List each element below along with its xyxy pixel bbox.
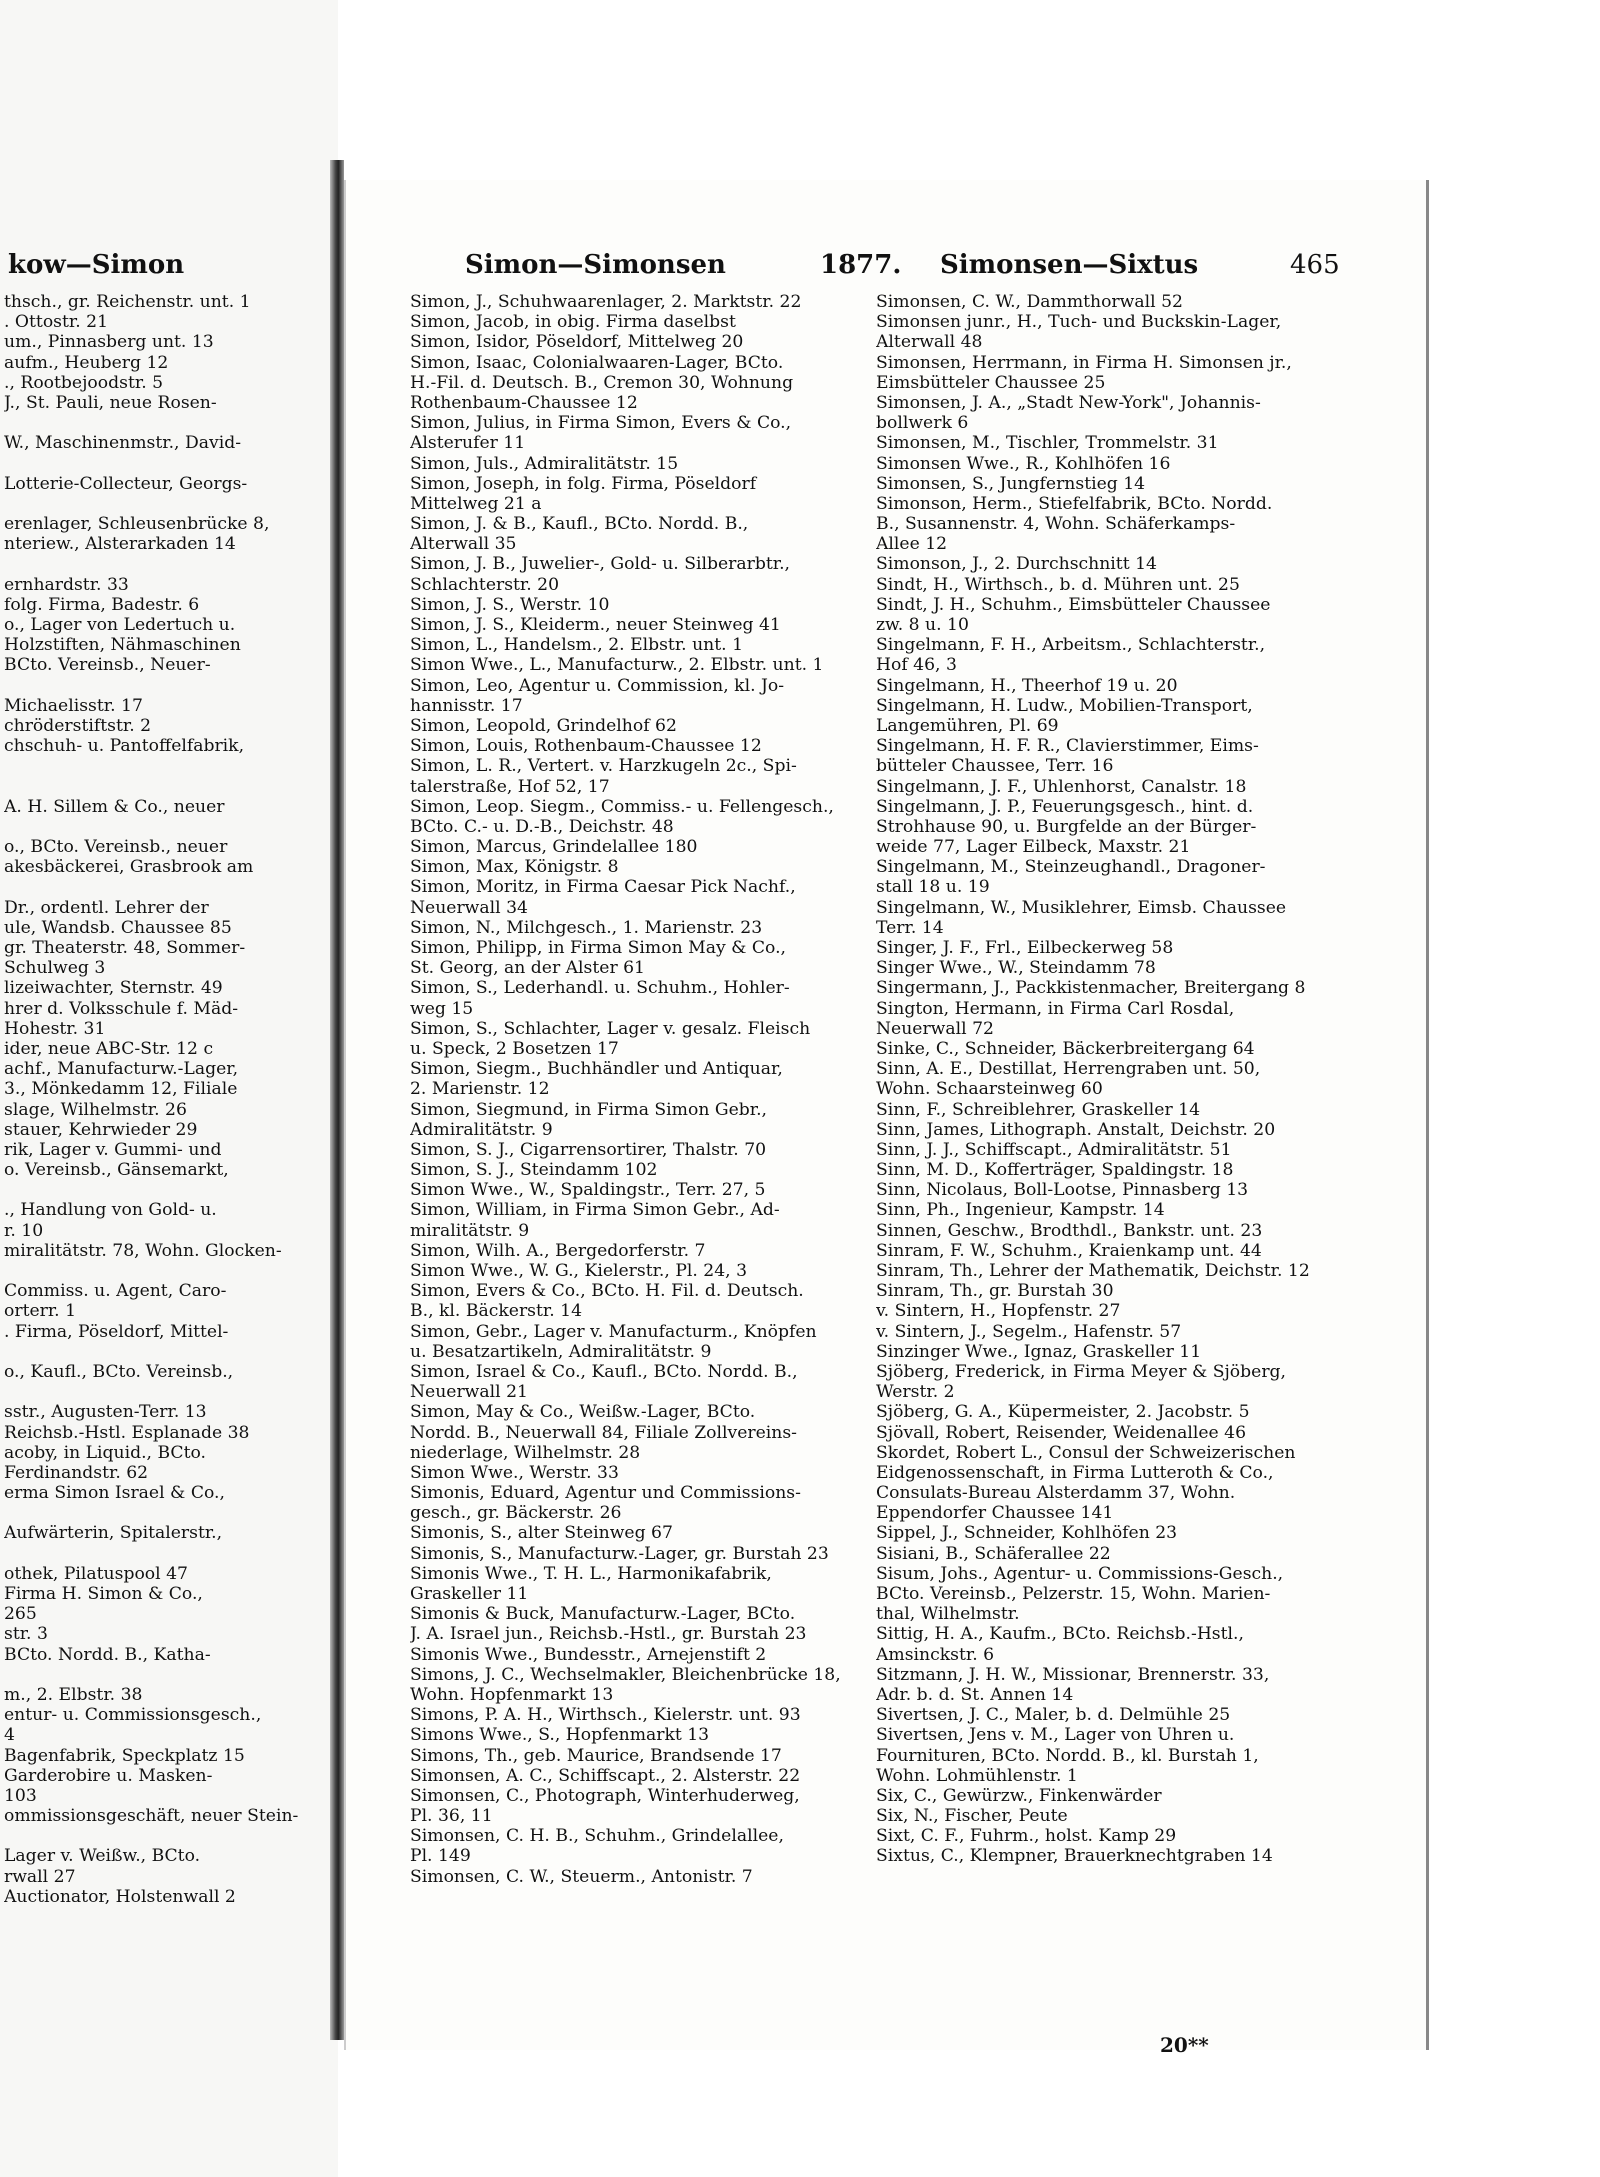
directory-entry-line: J., St. Pauli, neue Rosen- <box>4 392 217 413</box>
directory-entry-line: ., Rootbejoodstr. 5 <box>4 372 164 393</box>
directory-entry-line: Simon, Evers & Co., BCto. H. Fil. d. Deutsch. <box>410 1281 804 1302</box>
directory-entry-line: Singelmann, H. Ludw., Mobilien-Transport, <box>876 695 1253 716</box>
directory-entry-line: Simonsen, A. C., Schiffscapt., 2. Alsterstr. 22 <box>410 1765 801 1786</box>
directory-entry-line: u. Besatzartikeln, Admiralitätstr. 9 <box>410 1341 712 1362</box>
directory-entry-line: Neuerwall 21 <box>410 1382 528 1403</box>
directory-entry-line: Neuerwall 72 <box>876 1018 994 1039</box>
directory-entry-line: Simon Wwe., L., Manufacturw., 2. Elbstr. unt. 1 <box>410 655 824 676</box>
directory-entry-line: Simonis, S., alter Steinweg 67 <box>410 1523 673 1544</box>
directory-entry-line: Sinn, A. E., Destillat, Herrengraben unt. 50, <box>876 1059 1261 1080</box>
directory-entry-line: Sington, Hermann, in Firma Carl Rosdal, <box>876 998 1235 1019</box>
directory-entry-line: Simon, Max, Königstr. 8 <box>410 857 619 878</box>
directory-entry-line: ommissionsgeschäft, neuer Stein- <box>4 1806 299 1827</box>
directory-entry-line <box>4 413 334 433</box>
directory-entry-line: Sittig, H. A., Kaufm., BCto. Reichsb.-Hstl., <box>876 1624 1244 1645</box>
directory-entry-line: Eimsbütteler Chaussee 25 <box>876 372 1106 393</box>
directory-entry-line: o., Lager von Ledertuch u. <box>4 615 236 635</box>
directory-entry-line: Six, C., Gewürzw., Finkenwärder <box>876 1785 1162 1806</box>
directory-entry-line: Simon, S. J., Cigarrensortirer, Thalstr. 70 <box>410 1139 767 1160</box>
directory-entry-line: Simon, Juls., Admiralitätstr. 15 <box>410 453 679 474</box>
directory-entry-line: Neuerwall 34 <box>410 897 528 918</box>
directory-entry-line: Hof 46, 3 <box>876 655 957 676</box>
directory-entry-line: Sinn, F., Schreiblehrer, Graskeller 14 <box>876 1099 1201 1120</box>
directory-entry-line: miralitätstr. 78, Wohn. Glocken- <box>4 1240 282 1261</box>
directory-entry-line: Rothenbaum-Chaussee 12 <box>410 392 638 413</box>
directory-entry-line: Sivertsen, J. C., Maler, b. d. Delmühle 25 <box>876 1705 1231 1726</box>
directory-entry-line: Amsinckstr. 6 <box>876 1644 995 1665</box>
directory-entry-line: Sippel, J., Schneider, Kohlhöfen 23 <box>876 1523 1178 1544</box>
directory-entry-line: Sitzmann, J. H. W., Missionar, Brennerstr. 33, <box>876 1664 1270 1685</box>
directory-entry-line: o. Vereinsb., Gänsemarkt, <box>4 1160 229 1181</box>
directory-entry-line <box>4 1544 334 1564</box>
directory-entry-line: Ferdinandstr. 62 <box>4 1462 149 1483</box>
directory-entry-line: Simonis & Buck, Manufacturw.-Lager, BCto. <box>410 1604 796 1625</box>
directory-entry-line: Holzstiften, Nähmaschinen <box>4 635 241 656</box>
directory-entry-line: Simon, Leopold, Grindelhof 62 <box>410 715 677 736</box>
directory-entry-line: Sinn, Nicolaus, Boll-Lootse, Pinnasberg 13 <box>876 1180 1249 1201</box>
directory-entry-line: r. 10 <box>4 1220 44 1241</box>
directory-entry-line: Simon, Julius, in Firma Simon, Evers & Co., <box>410 413 792 434</box>
directory-entry-line: J. A. Israel jun., Reichsb.-Hstl., gr. Burstah 23 <box>410 1624 807 1645</box>
directory-entry-line: A. H. Sillem & Co., neuer <box>4 796 225 817</box>
directory-entry-line: Sixtus, C., Klempner, Brauerknechtgraben 14 <box>876 1846 1273 1867</box>
directory-entry-line: Sinram, Th., gr. Burstah 30 <box>876 1281 1114 1302</box>
page-number: 465 <box>1290 250 1340 280</box>
directory-entry-line: Terr. 14 <box>876 917 944 938</box>
directory-entry-line: Sindt, H., Wirthsch., b. d. Mühren unt. 25 <box>876 574 1240 595</box>
directory-entry-line: Dr., ordentl. Lehrer der <box>4 897 209 918</box>
directory-entry-line: Fournituren, BCto. Nordd. B., kl. Burstah 1, <box>876 1745 1259 1766</box>
directory-entry-line: Alterwall 48 <box>876 332 983 353</box>
directory-entry-line: Simonsen Wwe., R., Kohlhöfen 16 <box>876 453 1171 474</box>
directory-entry-line: Simon, Philipp, in Firma Simon May & Co., <box>410 938 787 958</box>
directory-entry-line: acoby, in Liquid., BCto. <box>4 1442 206 1463</box>
directory-entry-line: Pl. 36, 11 <box>410 1806 493 1827</box>
directory-entry-line: Schulweg 3 <box>4 958 106 979</box>
directory-entry-line: Simon, N., Milchgesch., 1. Marienstr. 23 <box>410 917 763 938</box>
signature-mark: 20** <box>1160 2033 1209 2057</box>
directory-column-left <box>410 292 870 1887</box>
directory-entry-line: Simon, Isaac, Colonialwaaren-Lager, BCto. <box>410 352 784 373</box>
directory-entry-line <box>4 1261 334 1281</box>
directory-entry-line <box>4 777 334 797</box>
book-gutter <box>330 160 344 2040</box>
directory-entry-line: v. Sintern, H., Hopfenstr. 27 <box>876 1301 1121 1322</box>
directory-entry-line: Sinn, M. D., Kofferträger, Spaldingstr. 18 <box>876 1160 1234 1181</box>
directory-entry-line: Sinke, C., Schneider, Bäckerbreitergang 64 <box>876 1038 1255 1059</box>
directory-entry-line: Eidgenossenschaft, in Firma Lutteroth & Co., <box>876 1462 1274 1483</box>
directory-entry-line: Simonsen, C. W., Steuerm., Antonistr. 7 <box>410 1866 753 1887</box>
directory-entry-line: Sindt, J. H., Schuhm., Eimsbütteler Chaussee <box>876 594 1271 615</box>
directory-entry-line: Simon, Joseph, in folg. Firma, Pöseldorf <box>410 473 757 494</box>
directory-entry-line: Simon, J. B., Juwelier-, Gold- u. Silberarbtr., <box>410 554 791 575</box>
directory-entry-line: Simonson, Herm., Stiefelfabrik, BCto. Nordd. <box>876 493 1273 514</box>
directory-entry-line: Sjövall, Robert, Reisender, Weidenallee 46 <box>876 1422 1247 1443</box>
directory-entry-line: H.-Fil. d. Deutsch. B., Cremon 30, Wohnung <box>410 372 794 393</box>
directory-entry-line: Simonis, S., Manufacturw.-Lager, gr. Burstah 23 <box>410 1543 829 1564</box>
directory-entry-line: Sinram, Th., Lehrer der Mathematik, Deichstr. 12 <box>876 1261 1310 1281</box>
directory-entry-line: Simonsen, S., Jungfernstieg 14 <box>876 473 1146 494</box>
directory-entry-line: bollwerk 6 <box>876 413 969 434</box>
directory-entry-line: Simons, Th., geb. Maurice, Brandsende 17 <box>410 1745 782 1766</box>
directory-entry-line: othek, Pilatuspool 47 <box>4 1563 188 1584</box>
directory-entry-line: Reichsb.-Hstl. Esplanade 38 <box>4 1422 250 1443</box>
directory-entry-line: Bagenfabrik, Speckplatz 15 <box>4 1745 245 1766</box>
directory-entry-line: Simonis Wwe., Bundesstr., Arnejenstift 2 <box>410 1644 767 1665</box>
directory-entry-line: lizeiwachter, Sternstr. 49 <box>4 978 223 999</box>
directory-entry-line: Simonsen, M., Tischler, Trommelstr. 31 <box>876 433 1219 454</box>
directory-entry-line: entur- u. Commissionsgesch., <box>4 1705 262 1726</box>
directory-entry-line: Simons, J. C., Wechselmakler, Bleichenbrücke 18, <box>410 1664 841 1685</box>
directory-entry-line: Simon, Jacob, in obig. Firma daselbst <box>410 312 736 333</box>
directory-entry-line: thal, Wilhelmstr. <box>876 1604 1020 1625</box>
directory-entry-line: Adr. b. d. St. Annen 14 <box>876 1684 1074 1705</box>
directory-entry-line: Sivertsen, Jens v. M., Lager von Uhren u. <box>876 1725 1235 1746</box>
directory-entry-line: Simon Wwe., Werstr. 33 <box>410 1462 619 1483</box>
directory-entry-line: Simon, J., Schuhwaarenlager, 2. Marktstr. 22 <box>410 292 802 312</box>
directory-entry-line: erenlager, Schleusenbrücke 8, <box>4 514 270 535</box>
directory-entry-line: v. Sintern, J., Segelm., Hafenstr. 57 <box>876 1321 1182 1342</box>
directory-entry-line <box>4 817 334 837</box>
directory-entry-line: Simon, S., Lederhandl. u. Schuhm., Hohler- <box>410 978 790 999</box>
directory-entry-line: chschuh- u. Pantoffelfabrik, <box>4 736 245 757</box>
directory-entry-line: W., Maschinenmstr., David- <box>4 433 242 454</box>
directory-entry-line: . Firma, Pöseldorf, Mittel- <box>4 1321 229 1342</box>
directory-entry-line: Wohn. Schaarsteinweg 60 <box>876 1079 1103 1100</box>
directory-entry-line <box>4 1382 334 1402</box>
directory-entry-line: folg. Firma, Badestr. 6 <box>4 594 200 615</box>
directory-entry-line: Sinn, Ph., Ingenieur, Kampstr. 14 <box>876 1200 1165 1221</box>
directory-entry-line: ule, Wandsb. Chaussee 85 <box>4 917 232 938</box>
directory-entry-line: Simon, William, in Firma Simon Gebr., Ad- <box>410 1200 780 1221</box>
directory-entry-line: Sinn, James, Lithograph. Anstalt, Deichstr. 20 <box>876 1119 1276 1140</box>
directory-entry-line: Mittelweg 21 a <box>410 493 542 514</box>
directory-entry-line: Simon, Siegmund, in Firma Simon Gebr., <box>410 1099 768 1120</box>
directory-entry-line: um., Pinnasberg unt. 13 <box>4 332 214 353</box>
directory-entry-line: Simon, J. & B., Kaufl., BCto. Nordd. B., <box>410 514 749 535</box>
directory-entry-line: Pl. 149 <box>410 1846 471 1867</box>
left-page <box>0 0 338 2177</box>
directory-entry-line: thsch., gr. Reichenstr. unt. 1 <box>4 292 251 312</box>
directory-entry-line: Wohn. Hopfenmarkt 13 <box>410 1684 614 1705</box>
directory-entry-line: rwall 27 <box>4 1866 76 1887</box>
directory-entry-line: Simon, L. R., Vertert. v. Harzkugeln 2c., Spi- <box>410 756 797 777</box>
directory-entry-line: Singelmann, H. F. R., Clavierstimmer, Eims- <box>876 736 1259 757</box>
directory-entry-line: Commiss. u. Agent, Caro- <box>4 1281 227 1302</box>
directory-entry-line: Simon, Gebr., Lager v. Manufacturm., Knöpfen <box>410 1321 817 1342</box>
directory-entry-line: Strohhause 90, u. Burgfelde an der Bürger- <box>876 816 1257 837</box>
left-page-column <box>4 292 334 1907</box>
directory-entry-line: Werstr. 2 <box>876 1382 955 1403</box>
directory-entry-line: Simon, L., Handelsm., 2. Elbstr. unt. 1 <box>410 635 743 656</box>
directory-entry-line <box>4 454 334 474</box>
directory-entry-line: Langemühren, Pl. 69 <box>876 715 1059 736</box>
directory-entry-line: akesbäckerei, Grasbrook am <box>4 857 254 878</box>
directory-entry-line: Firma H. Simon & Co., <box>4 1584 203 1604</box>
directory-entry-line: orterr. 1 <box>4 1301 77 1322</box>
directory-entry-line: B., Susannenstr. 4, Wohn. Schäferkamps- <box>876 514 1236 535</box>
directory-entry-line <box>4 1665 334 1685</box>
directory-entry-line: Singermann, J., Packkistenmacher, Breitergang 8 <box>876 978 1306 999</box>
directory-entry-line: Simon, Louis, Rothenbaum-Chaussee 12 <box>410 736 762 757</box>
directory-entry-line: zw. 8 u. 10 <box>876 615 969 635</box>
directory-entry-line: Simon, May & Co., Weißw.-Lager, BCto. <box>410 1402 756 1423</box>
directory-entry-line: Aufwärterin, Spitalerstr., <box>4 1523 223 1544</box>
directory-entry-line: weide 77, Lager Eilbeck, Maxstr. 21 <box>876 837 1191 858</box>
directory-entry-line: Simons Wwe., S., Hopfenmarkt 13 <box>410 1725 710 1746</box>
directory-entry-line: Skordet, Robert L., Consul der Schweizerischen <box>876 1442 1296 1463</box>
directory-entry-line: stauer, Kehrwieder 29 <box>4 1119 198 1140</box>
directory-entry-line: str. 3 <box>4 1624 48 1645</box>
directory-column-right <box>876 292 1331 1867</box>
running-head-right: Simonsen—Sixtus <box>940 250 1199 280</box>
directory-entry-line: Sinzinger Wwe., Ignaz, Graskeller 11 <box>876 1341 1202 1362</box>
directory-entry-line: rik, Lager v. Gummi- und <box>4 1139 222 1160</box>
directory-entry-line: hannisstr. 17 <box>410 695 523 716</box>
directory-entry-line: Simon, Marcus, Grindelallee 180 <box>410 837 698 858</box>
directory-entry-line: gesch., gr. Bäckerstr. 26 <box>410 1503 622 1524</box>
directory-entry-line: Sixt, C. F., Fuhrm., holst. Kamp 29 <box>876 1826 1177 1847</box>
directory-entry-line: Singelmann, J. F., Uhlenhorst, Canalstr. 18 <box>876 776 1247 797</box>
directory-entry-line: Simonson, J., 2. Durchschnitt 14 <box>876 554 1157 575</box>
directory-entry-line: Simonsen, C., Photograph, Winterhuderweg, <box>410 1785 800 1806</box>
left-page-header: kow—Simon <box>8 250 185 280</box>
directory-entry-line: gr. Theaterstr. 48, Sommer- <box>4 938 246 958</box>
directory-entry-line: Simon, Israel & Co., Kaufl., BCto. Nordd. B., <box>410 1361 798 1382</box>
directory-entry-line: slage, Wilhelmstr. 26 <box>4 1099 187 1120</box>
directory-entry-line: Simonsen, C. H. B., Schuhm., Grindelallee, <box>410 1826 784 1847</box>
directory-entry-line: Admiralitätstr. 9 <box>410 1119 553 1140</box>
directory-entry-line: Graskeller 11 <box>410 1584 529 1604</box>
directory-entry-line: m., 2. Elbstr. 38 <box>4 1684 143 1705</box>
directory-entry-line: talerstraße, Hof 52, 17 <box>410 776 610 797</box>
directory-entry-line: . Ottostr. 21 <box>4 312 109 333</box>
directory-entry-line: Simonsen, C. W., Dammthorwall 52 <box>876 292 1183 312</box>
directory-entry-line: Eppendorfer Chaussee 141 <box>876 1503 1114 1524</box>
directory-entry-line: bütteler Chaussee, Terr. 16 <box>876 756 1114 777</box>
directory-entry-line: Sinn, J. J., Schiffscapt., Admiralitätstr. 51 <box>876 1139 1232 1160</box>
directory-entry-line: ider, neue ABC-Str. 12 c <box>4 1038 214 1059</box>
directory-entry-line: stall 18 u. 19 <box>876 877 990 898</box>
directory-entry-line: BCto. Nordd. B., Katha- <box>4 1644 211 1665</box>
directory-entry-line: Nordd. B., Neuerwall 84, Filiale Zollvereins- <box>410 1422 797 1443</box>
directory-entry-line <box>4 1180 334 1200</box>
directory-entry-line: ., Handlung von Gold- u. <box>4 1200 217 1221</box>
directory-entry-line: sstr., Augusten-Terr. 13 <box>4 1402 207 1423</box>
directory-entry-line: BCto. Vereinsb., Pelzerstr. 15, Wohn. Marien- <box>876 1584 1271 1604</box>
directory-entry-line: Alsterufer 11 <box>410 433 526 454</box>
directory-entry-line <box>4 554 334 574</box>
directory-entry-line: Simonsen junr., H., Tuch- und Buckskin-Lager, <box>876 312 1282 333</box>
directory-entry-line: chröderstiftstr. 2 <box>4 715 152 736</box>
directory-entry-line: Consulats-Bureau Alsterdamm 37, Wohn. <box>876 1483 1236 1504</box>
directory-entry-line: Simonsen, J. A., „Stadt New-York", Johannis- <box>876 392 1261 413</box>
directory-entry-line: Singelmann, F. H., Arbeitsm., Schlachterstr., <box>876 635 1266 656</box>
directory-entry-line: 3., Mönkedamm 12, Filiale <box>4 1079 238 1100</box>
directory-entry-line: Simon, Wilh. A., Bergedorferstr. 7 <box>410 1240 706 1261</box>
directory-entry-line: St. Georg, an der Alster 61 <box>410 958 645 979</box>
directory-entry-line: achf., Manufacturw.-Lager, <box>4 1059 239 1080</box>
directory-entry-line: Simon, Isidor, Pöseldorf, Mittelweg 20 <box>410 332 744 353</box>
directory-entry-line: Simons, P. A. H., Wirthsch., Kielerstr. unt. 93 <box>410 1705 801 1726</box>
directory-entry-line: Auctionator, Holstenwall 2 <box>4 1886 236 1907</box>
directory-entry-line: Simonis, Eduard, Agentur und Commissions- <box>410 1483 801 1504</box>
directory-entry-line: Sinnen, Geschw., Brodthdl., Bankstr. unt. 23 <box>876 1220 1263 1241</box>
directory-entry-line: Alterwall 35 <box>410 534 517 555</box>
running-head-year: 1877. <box>820 250 902 280</box>
directory-entry-line: 4 <box>4 1725 15 1746</box>
directory-entry-line: Simon, Siegm., Buchhändler und Antiquar, <box>410 1059 783 1080</box>
directory-entry-line: Hohestr. 31 <box>4 1018 106 1039</box>
directory-entry-line: Schlachterstr. 20 <box>410 574 560 595</box>
directory-entry-line: Simon Wwe., W., Spaldingstr., Terr. 27, 5 <box>410 1180 766 1201</box>
directory-entry-line: o., BCto. Vereinsb., neuer <box>4 837 228 858</box>
directory-entry-line <box>4 676 334 696</box>
directory-entry-line <box>4 494 334 514</box>
directory-entry-line: 265 <box>4 1604 37 1625</box>
directory-entry-line: Simonis Wwe., T. H. L., Harmonikafabrik, <box>410 1563 772 1584</box>
directory-entry-line: niederlage, Wilhelmstr. 28 <box>410 1442 641 1463</box>
directory-entry-line: Wohn. Lohmühlenstr. 1 <box>876 1765 1078 1786</box>
directory-entry-line: B., kl. Bäckerstr. 14 <box>410 1301 583 1322</box>
directory-entry-line: 2. Marienstr. 12 <box>410 1079 550 1100</box>
directory-entry-line: Singelmann, H., Theerhof 19 u. 20 <box>876 675 1178 696</box>
directory-entry-line: Simon, Leo, Agentur u. Commission, kl. Jo- <box>410 675 785 696</box>
directory-entry-line: Singelmann, W., Musiklehrer, Eimsb. Chaussee <box>876 897 1287 918</box>
directory-entry-line: 103 <box>4 1785 37 1806</box>
directory-entry-line <box>4 877 334 897</box>
directory-entry-line: Michaelisstr. 17 <box>4 695 143 716</box>
directory-entry-line: BCto. Vereinsb., Neuer- <box>4 655 211 676</box>
directory-entry-line: miralitätstr. 9 <box>410 1220 530 1241</box>
directory-entry-line <box>4 1826 334 1846</box>
directory-entry-line: hrer d. Volksschule f. Mäd- <box>4 998 239 1019</box>
directory-entry-line: aufm., Heuberg 12 <box>4 352 169 373</box>
directory-entry-line <box>4 1503 334 1523</box>
directory-entry-line: Simon, J. S., Kleiderm., neuer Steinweg 41 <box>410 615 781 635</box>
directory-entry-line: Simonsen, Herrmann, in Firma H. Simonsen jr., <box>876 352 1292 373</box>
directory-entry-line: Sjöberg, G. A., Küpermeister, 2. Jacobstr. 5 <box>876 1402 1250 1423</box>
directory-entry-line: Lotterie-Collecteur, Georgs- <box>4 473 248 494</box>
directory-entry-line: Singelmann, M., Steinzeughandl., Dragoner- <box>876 857 1266 878</box>
directory-entry-line: Singelmann, J. P., Feuerungsgesch., hint. d. <box>876 796 1254 817</box>
directory-entry-line: u. Speck, 2 Bosetzen 17 <box>410 1038 619 1059</box>
directory-entry-line: Simon, S. J., Steindamm 102 <box>410 1160 658 1181</box>
directory-entry-line: Sjöberg, Frederick, in Firma Meyer & Sjöberg, <box>876 1361 1287 1382</box>
directory-entry-line: weg 15 <box>410 998 474 1019</box>
directory-entry-line: Singer, J. F., Frl., Eilbeckerweg 58 <box>876 938 1174 958</box>
directory-entry-line: Six, N., Fischer, Peute <box>876 1806 1068 1827</box>
running-head-left: Simon—Simonsen <box>465 250 726 280</box>
directory-entry-line: nteriew., Alsterarkaden 14 <box>4 534 236 555</box>
directory-entry-line: Sisiani, B., Schäferallee 22 <box>876 1543 1111 1564</box>
directory-entry-line: erma Simon Israel & Co., <box>4 1483 225 1504</box>
directory-entry-line: o., Kaufl., BCto. Vereinsb., <box>4 1361 234 1382</box>
directory-entry-line: ernhardstr. 33 <box>4 574 129 595</box>
directory-entry-line: Singer Wwe., W., Steindamm 78 <box>876 958 1156 979</box>
directory-entry-line <box>4 756 334 776</box>
directory-entry-line: Lager v. Weißw., BCto. <box>4 1846 201 1867</box>
directory-entry-line: Simon Wwe., W. G., Kielerstr., Pl. 24, 3 <box>410 1261 748 1281</box>
directory-entry-line: Allee 12 <box>876 534 948 555</box>
directory-entry-line: Simon, S., Schlachter, Lager v. gesalz. Fleisch <box>410 1018 811 1039</box>
directory-entry-line: Simon, J. S., Werstr. 10 <box>410 594 610 615</box>
directory-entry-line: Sinram, F. W., Schuhm., Kraienkamp unt. 44 <box>876 1240 1262 1261</box>
directory-entry-line: Simon, Moritz, in Firma Caesar Pick Nachf., <box>410 877 796 898</box>
directory-entry-line: Sisum, Johs., Agentur- u. Commissions-Gesch., <box>876 1563 1284 1584</box>
directory-entry-line <box>4 1342 334 1362</box>
directory-entry-line: Simon, Leop. Siegm., Commiss.- u. Fellengesch., <box>410 796 834 817</box>
directory-entry-line: BCto. C.- u. D.-B., Deichstr. 48 <box>410 816 674 837</box>
directory-entry-line: Garderobire u. Masken- <box>4 1765 213 1786</box>
